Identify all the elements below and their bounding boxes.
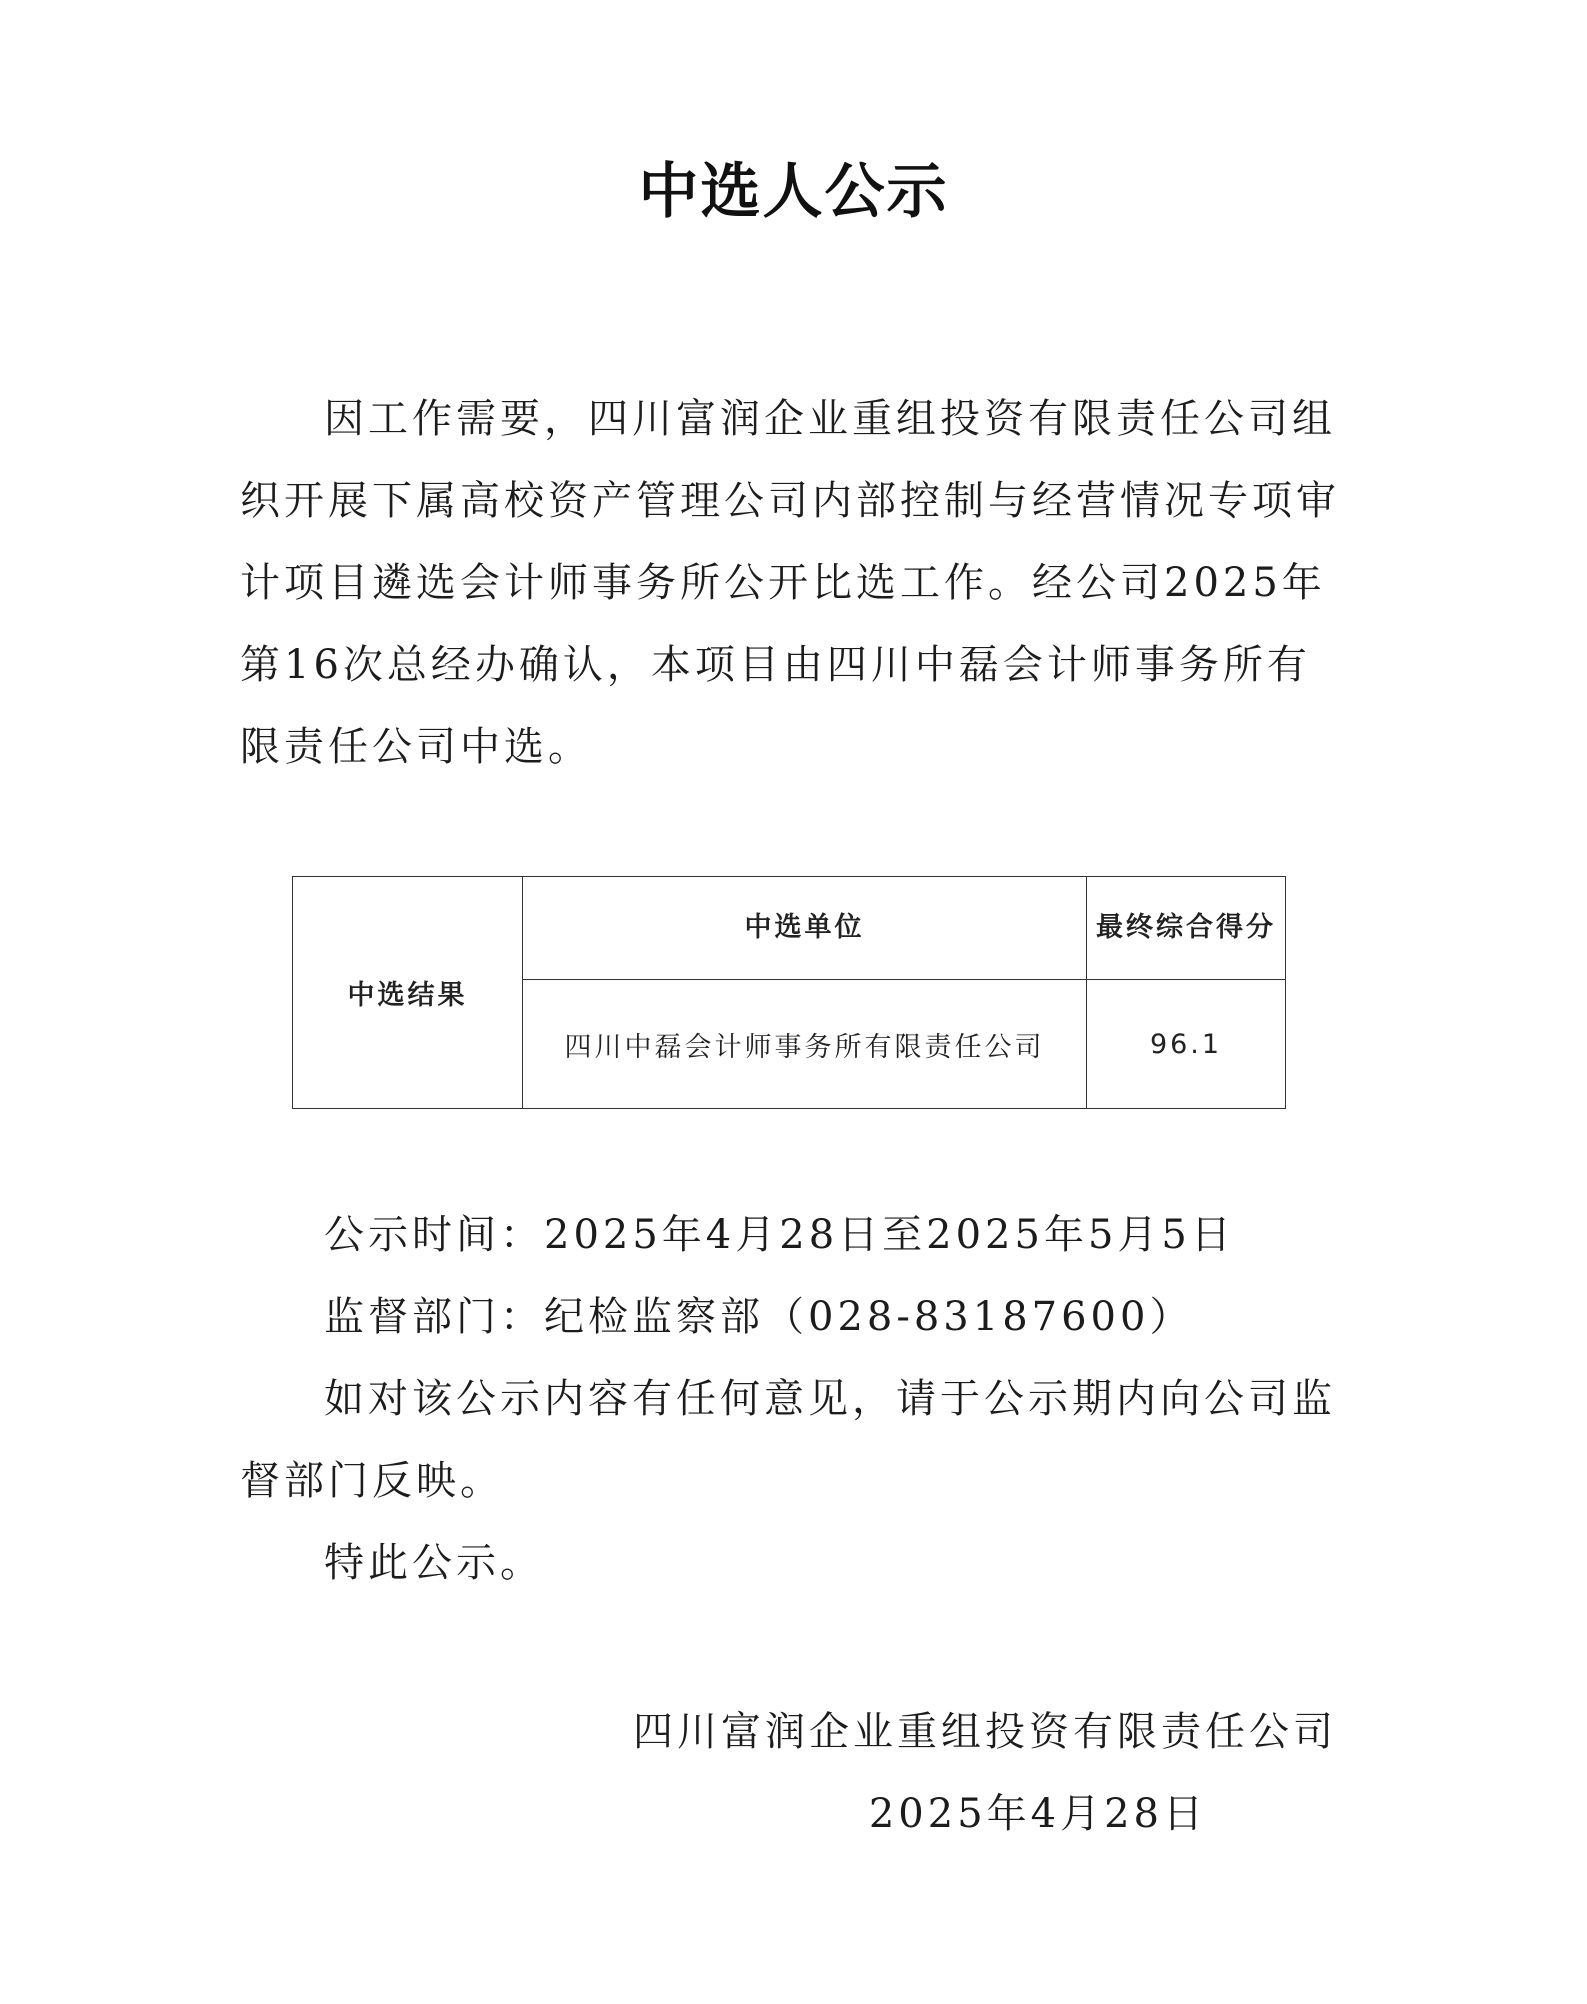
table-header-row [293,877,1286,980]
notice-section [240,1194,1350,1604]
winner-unit-cell: 四川中磊会计师事务所有限责任公司 [523,980,1087,1109]
signature-organization: 四川富润企业重组投资有限责任公司 [633,1709,1337,1755]
supervision-dept: 监督部门：纪检监察部（028-83187600） [324,1294,1194,1340]
score-column-header: 最终综合得分 [1087,877,1286,980]
intro-section [240,378,1350,788]
notice-period: 公示时间：2025年4月28日至2025年5月5日 [324,1212,1235,1258]
closing-statement: 特此公示。 [324,1540,544,1586]
signature-date: 2025年4月28日 [868,1791,1207,1837]
page-title: 中选人公示 [638,157,949,227]
unit-column-header: 中选单位 [523,877,1087,980]
result-table [292,876,1286,1109]
winner-score-cell: 96.1 [1087,980,1286,1109]
result-row-label: 中选结果 [293,877,523,1109]
intro-paragraph: 因工作需要，四川富润企业重组投资有限责任公司组织开展下属高校资产管理公司内部控制与经营情况专项审计项目遴选会计师事务所公开比选工作。经公司2025年第16次总经办确认，本项目由四川中磊会计师事务所有限责任公司中选。 [240,396,1340,770]
feedback-note: 如对该公示内容有任何意见，请于公示期内向公司监督部门反映。 [240,1376,1336,1504]
